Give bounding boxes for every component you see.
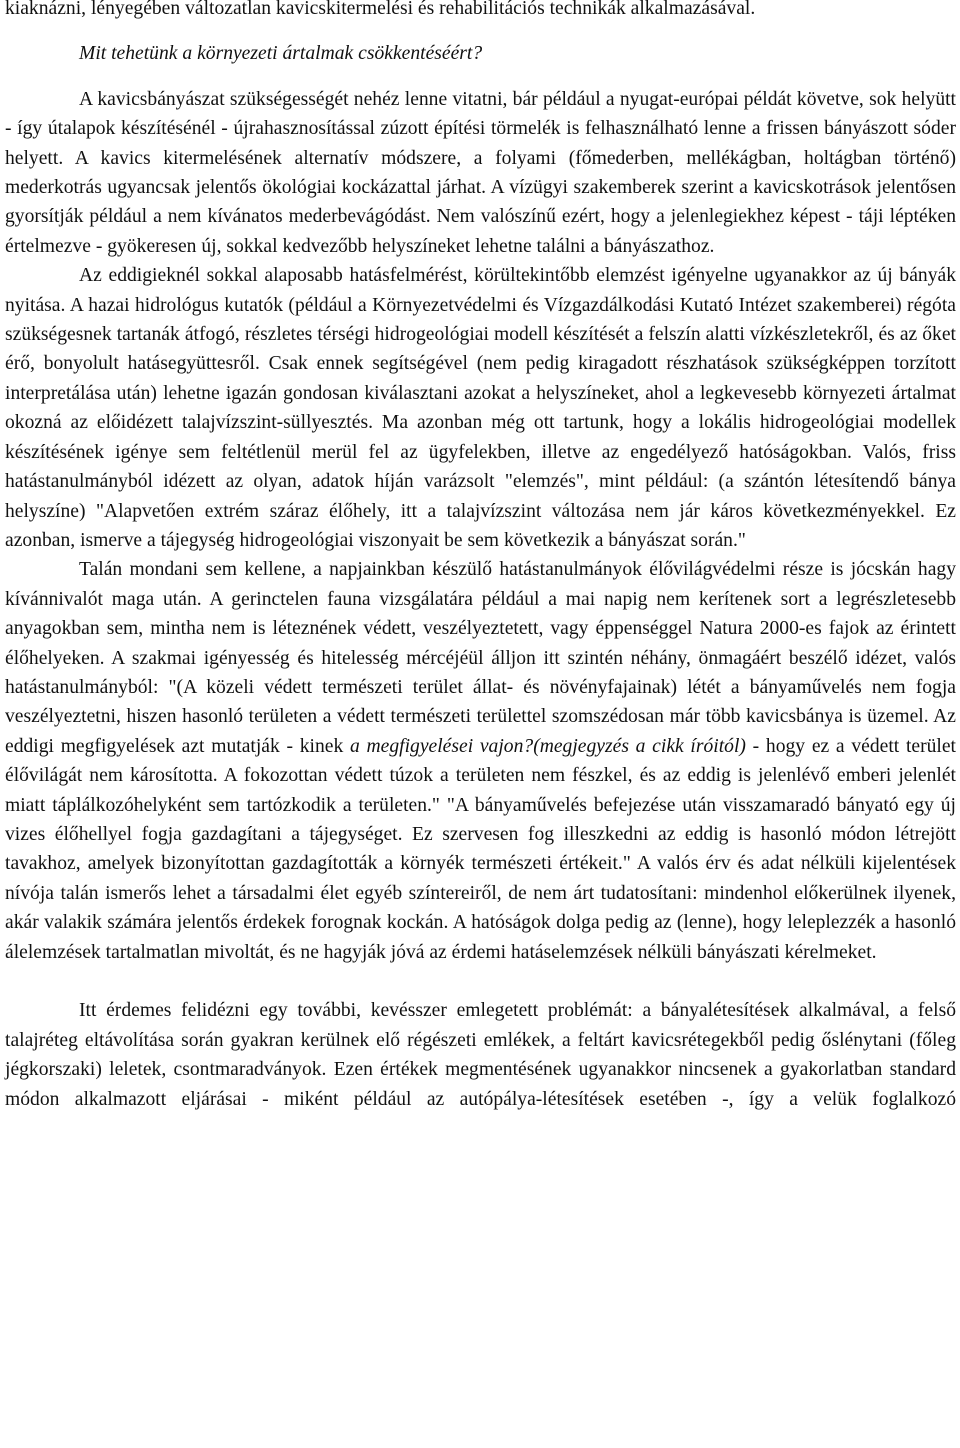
paragraph-text-part: Talán mondani sem kellene, a napjainkban készülő hatástanulmányok élővilágvédelmi része is jócskán hagy kívánnivalót maga után. A gerinctelen fauna vizsgálatára például a mai napig nem kerítenek sort a legrészletesebb anyagokban sem, mintha nem is léteznének védett, veszélyeztetett, vagy éppenséggel Natura 2000-es fajok az érintett élőhelyeken. A szakmai igényesség és hitelesség mércéjéül álljon itt szintén néhány, önmagáért beszélő idézet, valós hatástanulmányból: "(A közeli védett természeti terület állat- és növényfajainak) létét a bányaművelés nem fogja veszélyeztetni, hiszen hasonló területen a védett természeti területtel szomszédosan már több kavicsbánya is üzemel. Az eddigi megfigyelések azt mutatják - kinek [5, 559, 956, 757]
paragraph-ecology-studies [5, 555, 956, 967]
authors-note: a megfigyelései vajon?(megjegyzés a cikk íróitól) [350, 735, 746, 757]
paragraph-archaeology: Itt érdemes felidézni egy további, kevésszer emlegetett problémát: a bányalétesítések alkalmával, a felső talajréteg eltávolítása során gyakran kerülnek elő régészeti emlékek, a feltárt kavicsrétegekből pedig őslénytani (főleg jégkorszaki) leletek, csontmaradványok. Ezen értékek megmentésének ugyanakkor nincsenek a gyakorlatban standard módon alkalmazott eljárásai - miként például az autópálya-létesítések esetében -, így a velük foglalkozó [5, 1000, 956, 1110]
document-page [5, 0, 956, 1114]
paragraph-necessity: A kavicsbányászat szükségességét nehéz lenne vitatni, bár például a nyugat-európai példát követve, sok helyütt - így útalapok készítésénél - újrahasznosítással zúzott építési törmelék is felhasználható lenne a frissen bányászott sóder helyett. A kavics kitermelésének alternatív módszere, a folyami (főmederben, mellékágban, holtágban történő) mederkotrás ugyancsak jelentős ökológiai kockázattal járhat. A vízügyi szakemberek szerint a kavicskotrások jelentősen gyorsítják például a nem kívánatos mederbevágódást. Nem valószínű ezért, hogy a jelenlegiekhez képest - táji léptéken értelmezve - gyökeresen új, sokkal kedvezőbb helyszíneket lehetne találni a bányászathoz. [5, 88, 956, 257]
spacer [5, 23, 956, 39]
section-heading: Mit tehetünk a környezeti ártalmak csökkentéséért? [79, 43, 483, 65]
paragraph-impact-assessment: Az eddigieknél sokkal alaposabb hatásfelmérést, körültekintőbb elemzést igényelne ugyanakkor az új bányák nyitása. A hazai hidrológus kutatók (például a Környezetvédelmi és Vízgazdálkodási Kutató Intézet szakemberei) régóta szükségesnek tartanák átfogó, részletes térségi hidrogeológiai modell készítését a felszín alatti vízkészletekről, és az őket érő, bonyolult hatásegyüttesről. Csak ennek segítségével (nem pedig kiragadott részhatások szükségképpen torzított interpretálása után) lehetne igazán gondosan kiválasztani azokat a helyszíneket, ahol a legkevesebb környezeti ártalmat okozná az előidézett talajvízszint-süllyesztés. Ma azonban még ott tartunk, hogy a lokális hidrogeológiai modellek készítésének igénye sem feltétlenül merül fel az ügyfelekben, illetve az engedélyező hatóságokban. Valós, friss hatástanulmányból idézett az olyan, adatok híján varázsolt "elemzés", mint például: (a szántón létesítendő bánya helyszíne) "Alapvetően extrém száraz élőhely, itt a talajvízszint változása nem jár káros következményekkel. Ez azonban, ismerve a tájegység hidrogeológiai viszonyait be sem következik a bányászat során." [5, 265, 956, 551]
paragraph-text-part: - hogy ez a védett terület élővilágát nem károsította. A fokozottan védett túzok a területen nem fészkel, és az eddig is jelenlévő emberi jelenlét miatt táplálkozóhelyként sem tartózkodik a területen." "A bányaművelés befejezése után visszamaradó bányató egy új vizes élőhellyel fogja gazdagítani a tájegységet. Ez szervesen fog illeszkedni az eddig is hasonló módon létrejött tavakhoz, amelyek bizonyítottan gazdagították a környék természeti értékeit." A valós érv és adat nélküli kijelentések nívója talán ismerős lehet a társadalmi élet egyéb színtereiről, de nem árt tudatosítani: mindenhol előkerülnek ilyenek, akár valakik számára jelentős érdekek forognak kockán. A hatóságok dolga pedig az (lenne), hogy leleplezzék a hasonló álelemzések tartalmatlan mivoltát, és ne hagyják jóvá az érdemi hatáselemzések nélküli bányászati kérelmeket. [5, 735, 956, 963]
paragraph-intro-continuation: kiaknázni, lényegében változatlan kavicskitermelési és rehabilitációs technikák alkalmazásával. [5, 0, 756, 19]
spacer [5, 69, 956, 85]
spacer [5, 967, 956, 996]
